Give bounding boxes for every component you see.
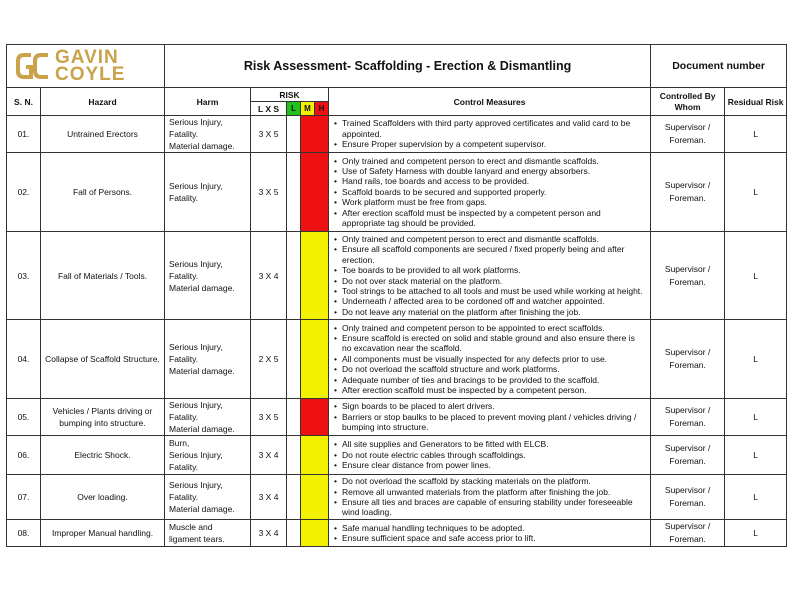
risk-low-header: L	[287, 102, 301, 116]
row-control-measures	[329, 320, 651, 399]
harm-line: Material damage.	[169, 282, 235, 293]
row-residual-risk: L	[725, 436, 787, 475]
control-item: • Ensure scaffold is erected on solid and stable ground and also ensure there is no excavation near the scaffold.	[333, 333, 646, 354]
row-sn: 07.	[7, 475, 41, 520]
table-row	[7, 232, 787, 320]
harm-line: Fatality.	[169, 412, 199, 422]
risk-low-cell	[287, 232, 301, 320]
row-lxs: 3 X 4	[251, 520, 287, 547]
col-hazard: Hazard	[41, 88, 165, 116]
control-item: • After erection scaffold must be inspected by a competent person and appropriate tag should be provided.	[333, 208, 646, 229]
company-logo	[7, 45, 165, 88]
harm-line: ligament tears.	[169, 534, 225, 544]
control-item: • Ensure sufficient space and safe access prior to lift.	[333, 533, 646, 543]
row-controlled-by: Supervisor / Foreman.	[651, 399, 725, 436]
control-item: • All components must be visually inspected for any defects prior to use.	[333, 354, 646, 364]
control-list	[333, 156, 646, 229]
table-row	[7, 153, 787, 232]
row-control-measures	[329, 399, 651, 436]
row-sn: 04.	[7, 320, 41, 399]
risk-level-indicator	[301, 153, 329, 232]
harm-line: Serious Injury,	[169, 480, 223, 490]
risk-low-cell	[287, 475, 301, 520]
row-harm	[165, 232, 251, 320]
risk-level-indicator	[301, 436, 329, 475]
control-item: • Toe boards to be provided to all work platforms.	[333, 265, 646, 275]
row-control-measures	[329, 520, 651, 547]
harm-line: Serious Injury,	[169, 117, 223, 127]
row-lxs: 3 X 5	[251, 153, 287, 232]
control-item: • Do not route electric cables through scaffoldings.	[333, 450, 646, 460]
row-lxs: 2 X 5	[251, 320, 287, 399]
risk-low-cell	[287, 436, 301, 475]
control-item: • Scaffold boards to be secured and supported properly.	[333, 187, 646, 197]
risk-level-indicator	[301, 520, 329, 547]
row-hazard: Untrained Erectors	[41, 116, 165, 153]
row-harm	[165, 320, 251, 399]
risk-low-cell	[287, 399, 301, 436]
risk-low-cell	[287, 116, 301, 153]
control-item: • Ensure Proper supervision by a competent supervisor.	[333, 139, 646, 149]
control-item: • Use of Safety Harness with double lanyard and energy absorbers.	[333, 166, 646, 176]
harm-line: Fatality.	[169, 462, 199, 472]
control-item: • After erection scaffold must be inspected by a competent person.	[333, 385, 646, 395]
risk-level-indicator	[301, 116, 329, 153]
harm-line: Fatality.	[169, 270, 199, 281]
row-harm	[165, 475, 251, 520]
row-residual-risk: L	[725, 320, 787, 399]
row-harm	[165, 520, 251, 547]
harm-line: Material damage.	[169, 366, 235, 376]
control-item: • Hand rails, toe boards and access to be provided.	[333, 176, 646, 186]
control-item: • Ensure clear distance from power lines.	[333, 460, 646, 470]
row-hazard: Collapse of Scaffold Structure.	[41, 320, 165, 399]
document-title: Risk Assessment- Scaffolding - Erection & Dismantling	[165, 45, 651, 88]
col-lxs: L X S	[251, 102, 287, 116]
harm-line: Material damage.	[169, 141, 235, 151]
harm-line: Serious Injury,	[169, 450, 223, 460]
row-lxs: 3 X 4	[251, 436, 287, 475]
control-list	[333, 523, 646, 544]
row-hazard: Electric Shock.	[41, 436, 165, 475]
control-item: • Do not overload the scaffold by stacking materials on the platform.	[333, 476, 646, 486]
control-list	[333, 118, 646, 149]
control-item: • Work platform must be free from gaps.	[333, 197, 646, 207]
harm-line: Material damage.	[169, 424, 235, 434]
row-controlled-by: Supervisor / Foreman.	[651, 520, 725, 547]
col-controlled-by: Controlled By Whom	[651, 88, 725, 116]
row-controlled-by: Supervisor / Foreman.	[651, 320, 725, 399]
row-hazard: Fall of Persons.	[41, 153, 165, 232]
header-row-1	[7, 88, 787, 102]
harm-line: Fatality.	[169, 129, 199, 139]
title-row	[7, 45, 787, 88]
row-sn: 06.	[7, 436, 41, 475]
control-list	[333, 476, 646, 518]
control-item: • Ensure all ties and braces are capable of ensuring stability under foreseeable wind loading.	[333, 497, 646, 518]
table-row	[7, 520, 787, 547]
row-controlled-by: Supervisor / Foreman.	[651, 232, 725, 320]
row-lxs: 3 X 4	[251, 232, 287, 320]
harm-line: Muscle and	[169, 522, 213, 532]
col-control-measures: Control Measures	[329, 88, 651, 116]
row-residual-risk: L	[725, 520, 787, 547]
control-list	[333, 401, 646, 432]
control-item: • Do not leave any material on the platform after finishing the job.	[333, 307, 646, 317]
risk-level-indicator	[301, 232, 329, 320]
table-row	[7, 399, 787, 436]
row-residual-risk: L	[725, 475, 787, 520]
harm-line: Burn,	[169, 438, 190, 448]
row-harm	[165, 399, 251, 436]
row-control-measures	[329, 116, 651, 153]
row-lxs: 3 X 4	[251, 475, 287, 520]
row-residual-risk: L	[725, 232, 787, 320]
row-hazard: Vehicles / Plants driving or bumping into structure.	[41, 399, 165, 436]
row-controlled-by: Supervisor / Foreman.	[651, 153, 725, 232]
row-lxs: 3 X 5	[251, 399, 287, 436]
row-hazard: Improper Manual handling.	[41, 520, 165, 547]
control-list	[333, 234, 646, 317]
row-controlled-by: Supervisor / Foreman.	[651, 475, 725, 520]
control-item: • Safe manual handling techniques to be adopted.	[333, 523, 646, 533]
row-harm	[165, 116, 251, 153]
row-control-measures	[329, 475, 651, 520]
row-sn: 08.	[7, 520, 41, 547]
control-item: • Barriers or stop baulks to be placed to prevent moving plant / vehicles driving / bumping into structure.	[333, 412, 646, 433]
control-item: • Tool strings to be attached to all tools and must be used while working at height.	[333, 286, 646, 296]
control-item: • Remove all unwanted materials from the platform after finishing the job.	[333, 487, 646, 497]
control-item: • Sign boards to be placed to alert drivers.	[333, 401, 646, 411]
risk-low-cell	[287, 520, 301, 547]
row-sn: 05.	[7, 399, 41, 436]
row-residual-risk: L	[725, 153, 787, 232]
risk-level-indicator	[301, 475, 329, 520]
control-list	[333, 323, 646, 396]
row-sn: 01.	[7, 116, 41, 153]
row-hazard: Over loading.	[41, 475, 165, 520]
control-item: • Only trained and competent person to erect and dismantle scaffolds.	[333, 234, 646, 244]
control-list	[333, 439, 646, 470]
risk-medium-header: M	[301, 102, 315, 116]
col-risk: RISK	[251, 88, 329, 102]
control-item: • All site supplies and Generators to be fitted with ELCB.	[333, 439, 646, 449]
risk-low-cell	[287, 153, 301, 232]
harm-line: Serious Injury,	[169, 181, 223, 191]
row-control-measures	[329, 436, 651, 475]
logo-text-line2: COYLE	[55, 64, 126, 85]
row-controlled-by: Supervisor / Foreman.	[651, 436, 725, 475]
row-hazard: Fall of Materials / Tools.	[41, 232, 165, 320]
table-row	[7, 436, 787, 475]
control-item: • Do not over stack material on the platform.	[333, 276, 646, 286]
row-lxs: 3 X 5	[251, 116, 287, 153]
gc-logo-icon	[15, 51, 51, 81]
risk-level-indicator	[301, 399, 329, 436]
row-controlled-by: Supervisor / Foreman.	[651, 116, 725, 153]
control-item: • Only trained and competent person to erect and dismantle scaffolds.	[333, 156, 646, 166]
control-item: • Do not overload the scaffold structure and work platforms.	[333, 364, 646, 374]
harm-line: Fatality.	[169, 492, 199, 502]
table-row	[7, 320, 787, 399]
control-item: • Adequate number of ties and bracings to be provided to the scaffold.	[333, 375, 646, 385]
risk-level-indicator	[301, 320, 329, 399]
row-sn: 03.	[7, 232, 41, 320]
table-row	[7, 116, 787, 153]
logo-text-line1: GAVIN	[55, 47, 119, 68]
col-sn: S. N.	[7, 88, 41, 116]
col-harm: Harm	[165, 88, 251, 116]
row-control-measures	[329, 232, 651, 320]
table-row	[7, 475, 787, 520]
row-residual-risk: L	[725, 116, 787, 153]
harm-line: Serious Injury,	[169, 342, 223, 352]
risk-assessment-table	[6, 44, 787, 547]
harm-line: Material damage.	[169, 504, 235, 514]
row-harm	[165, 153, 251, 232]
risk-high-header: H	[315, 102, 329, 116]
control-item: • Ensure all scaffold components are secured / fixed properly being and after erection.	[333, 244, 646, 265]
row-control-measures	[329, 153, 651, 232]
row-sn: 02.	[7, 153, 41, 232]
row-residual-risk: L	[725, 399, 787, 436]
col-residual-risk: Residual Risk	[725, 88, 787, 116]
harm-line: Serious Injury,	[169, 400, 223, 410]
harm-line: Fatality.	[169, 354, 199, 364]
control-item: • Only trained and competent person to be appointed to erect scaffolds.	[333, 323, 646, 333]
harm-line: Fatality.	[169, 193, 199, 203]
control-item: • Underneath / affected area to be cordoned off and watcher appointed.	[333, 296, 646, 306]
document-number-label: Document number	[651, 45, 787, 88]
risk-low-cell	[287, 320, 301, 399]
row-harm	[165, 436, 251, 475]
control-item: • Trained Scaffolders with third party approved certificates and valid card to be appointed.	[333, 118, 646, 139]
harm-line: Serious Injury,	[169, 258, 223, 269]
